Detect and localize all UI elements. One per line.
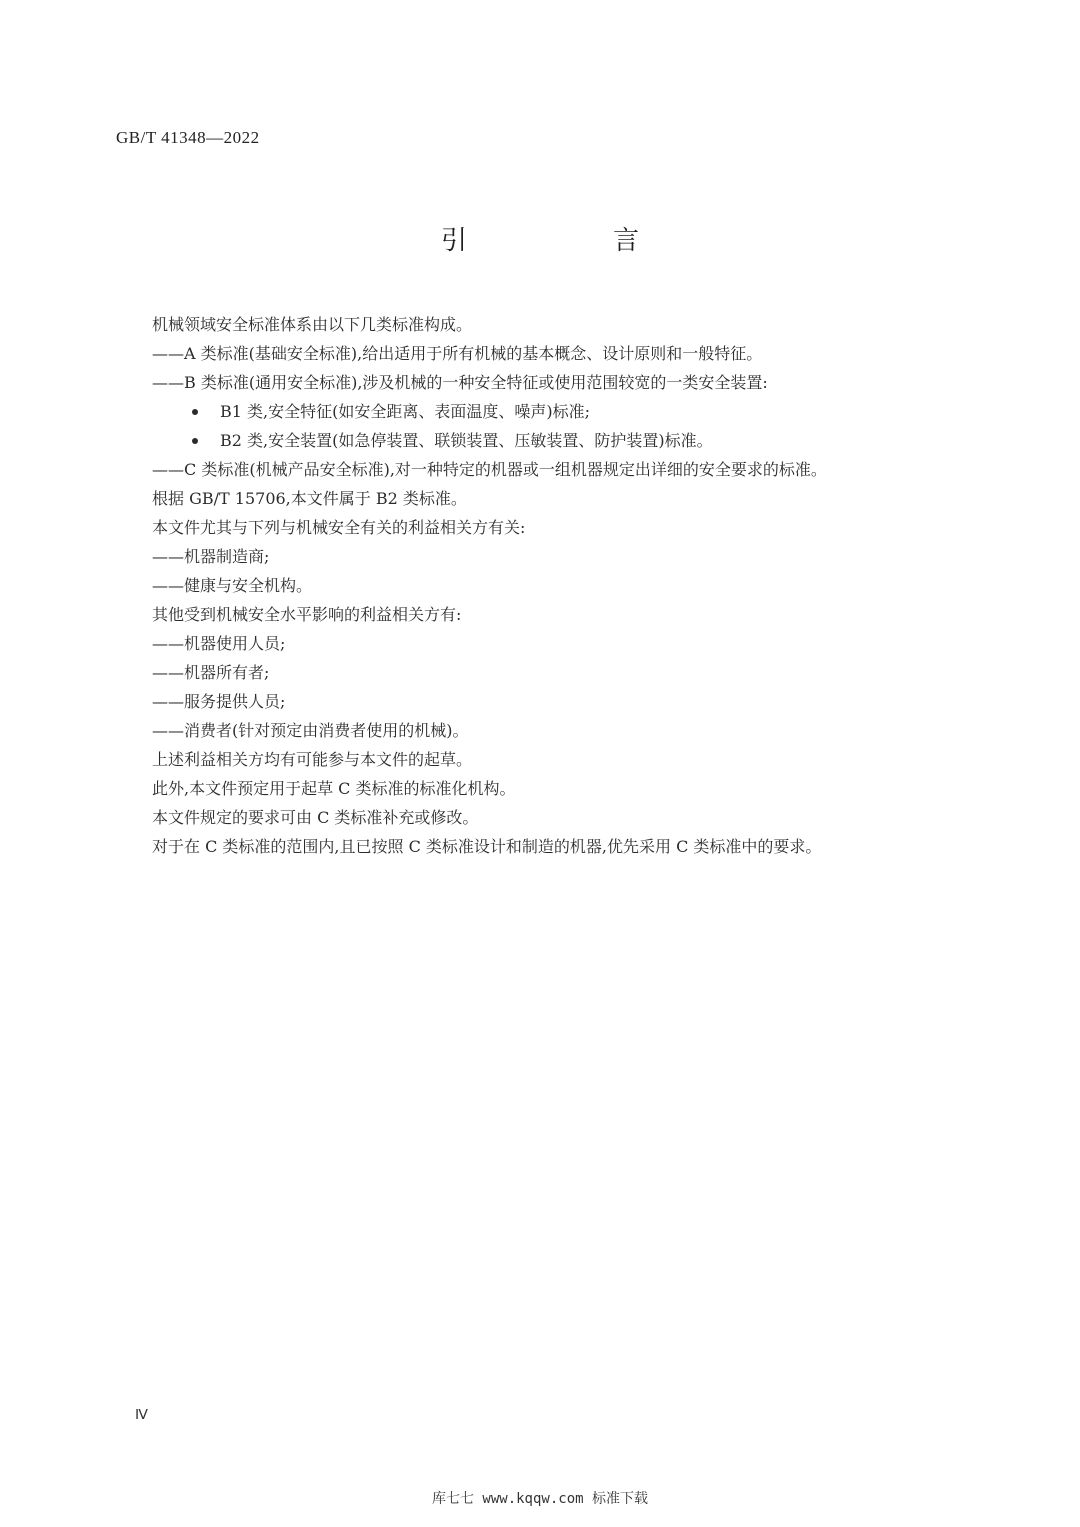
bullet-item [152, 397, 972, 426]
paragraph: ——机器制造商; [152, 547, 270, 566]
bullet-icon [192, 438, 198, 444]
bullet-text: B2 类,安全装置(如急停装置、联锁装置、压敏装置、防护装置)标准。 [220, 431, 713, 450]
paragraph: 此外,本文件预定用于起草 C 类标准的标准化机构。 [152, 779, 516, 798]
paragraph: 本文件尤其与下列与机械安全有关的利益相关方有关: [152, 518, 526, 537]
paragraph: ——B 类标准(通用安全标准),涉及机械的一种安全特征或使用范围较宽的一类安全装置: [152, 373, 768, 392]
bullet-item [152, 426, 972, 455]
paragraph: ——机器所有者; [152, 663, 270, 682]
watermark: 库七七 www.kqqw.com 标准下载 [431, 1491, 648, 1507]
page-number: Ⅳ [135, 1408, 148, 1423]
paragraph: ——服务提供人员; [152, 692, 286, 711]
paragraph: ——机器使用人员; [152, 634, 286, 653]
paragraph: 上述利益相关方均有可能参与本文件的起草。 [152, 750, 473, 769]
body-text [152, 310, 972, 861]
paragraph: 机械领域安全标准体系由以下几类标准构成。 [152, 315, 473, 334]
paragraph: 根据 GB/T 15706,本文件属于 B2 类标准。 [152, 489, 467, 508]
paragraph: ——健康与安全机构。 [152, 576, 313, 595]
paragraph: 其他受到机械安全水平影响的利益相关方有: [152, 605, 462, 624]
paragraph: ——C 类标准(机械产品安全标准),对一种特定的机器或一组机器规定出详细的安全要求的标准。 [152, 460, 827, 479]
paragraph: 本文件规定的要求可由 C 类标准补充或修改。 [152, 808, 479, 827]
bullet-icon [192, 409, 198, 415]
bullet-text: B1 类,安全特征(如安全距离、表面温度、噪声)标准; [220, 402, 590, 421]
page-title: 引 言 [440, 226, 699, 256]
paragraph: ——A 类标准(基础安全标准),给出适用于所有机械的基本概念、设计原则和一般特征。 [152, 344, 763, 363]
paragraph: 对于在 C 类标准的范围内,且已按照 C 类标准设计和制造的机器,优先采用 C 类标准中的要求。 [152, 837, 822, 856]
standard-code: GB/T 41348—2022 [116, 128, 260, 147]
paragraph: ——消费者(针对预定由消费者使用的机械)。 [152, 721, 469, 740]
